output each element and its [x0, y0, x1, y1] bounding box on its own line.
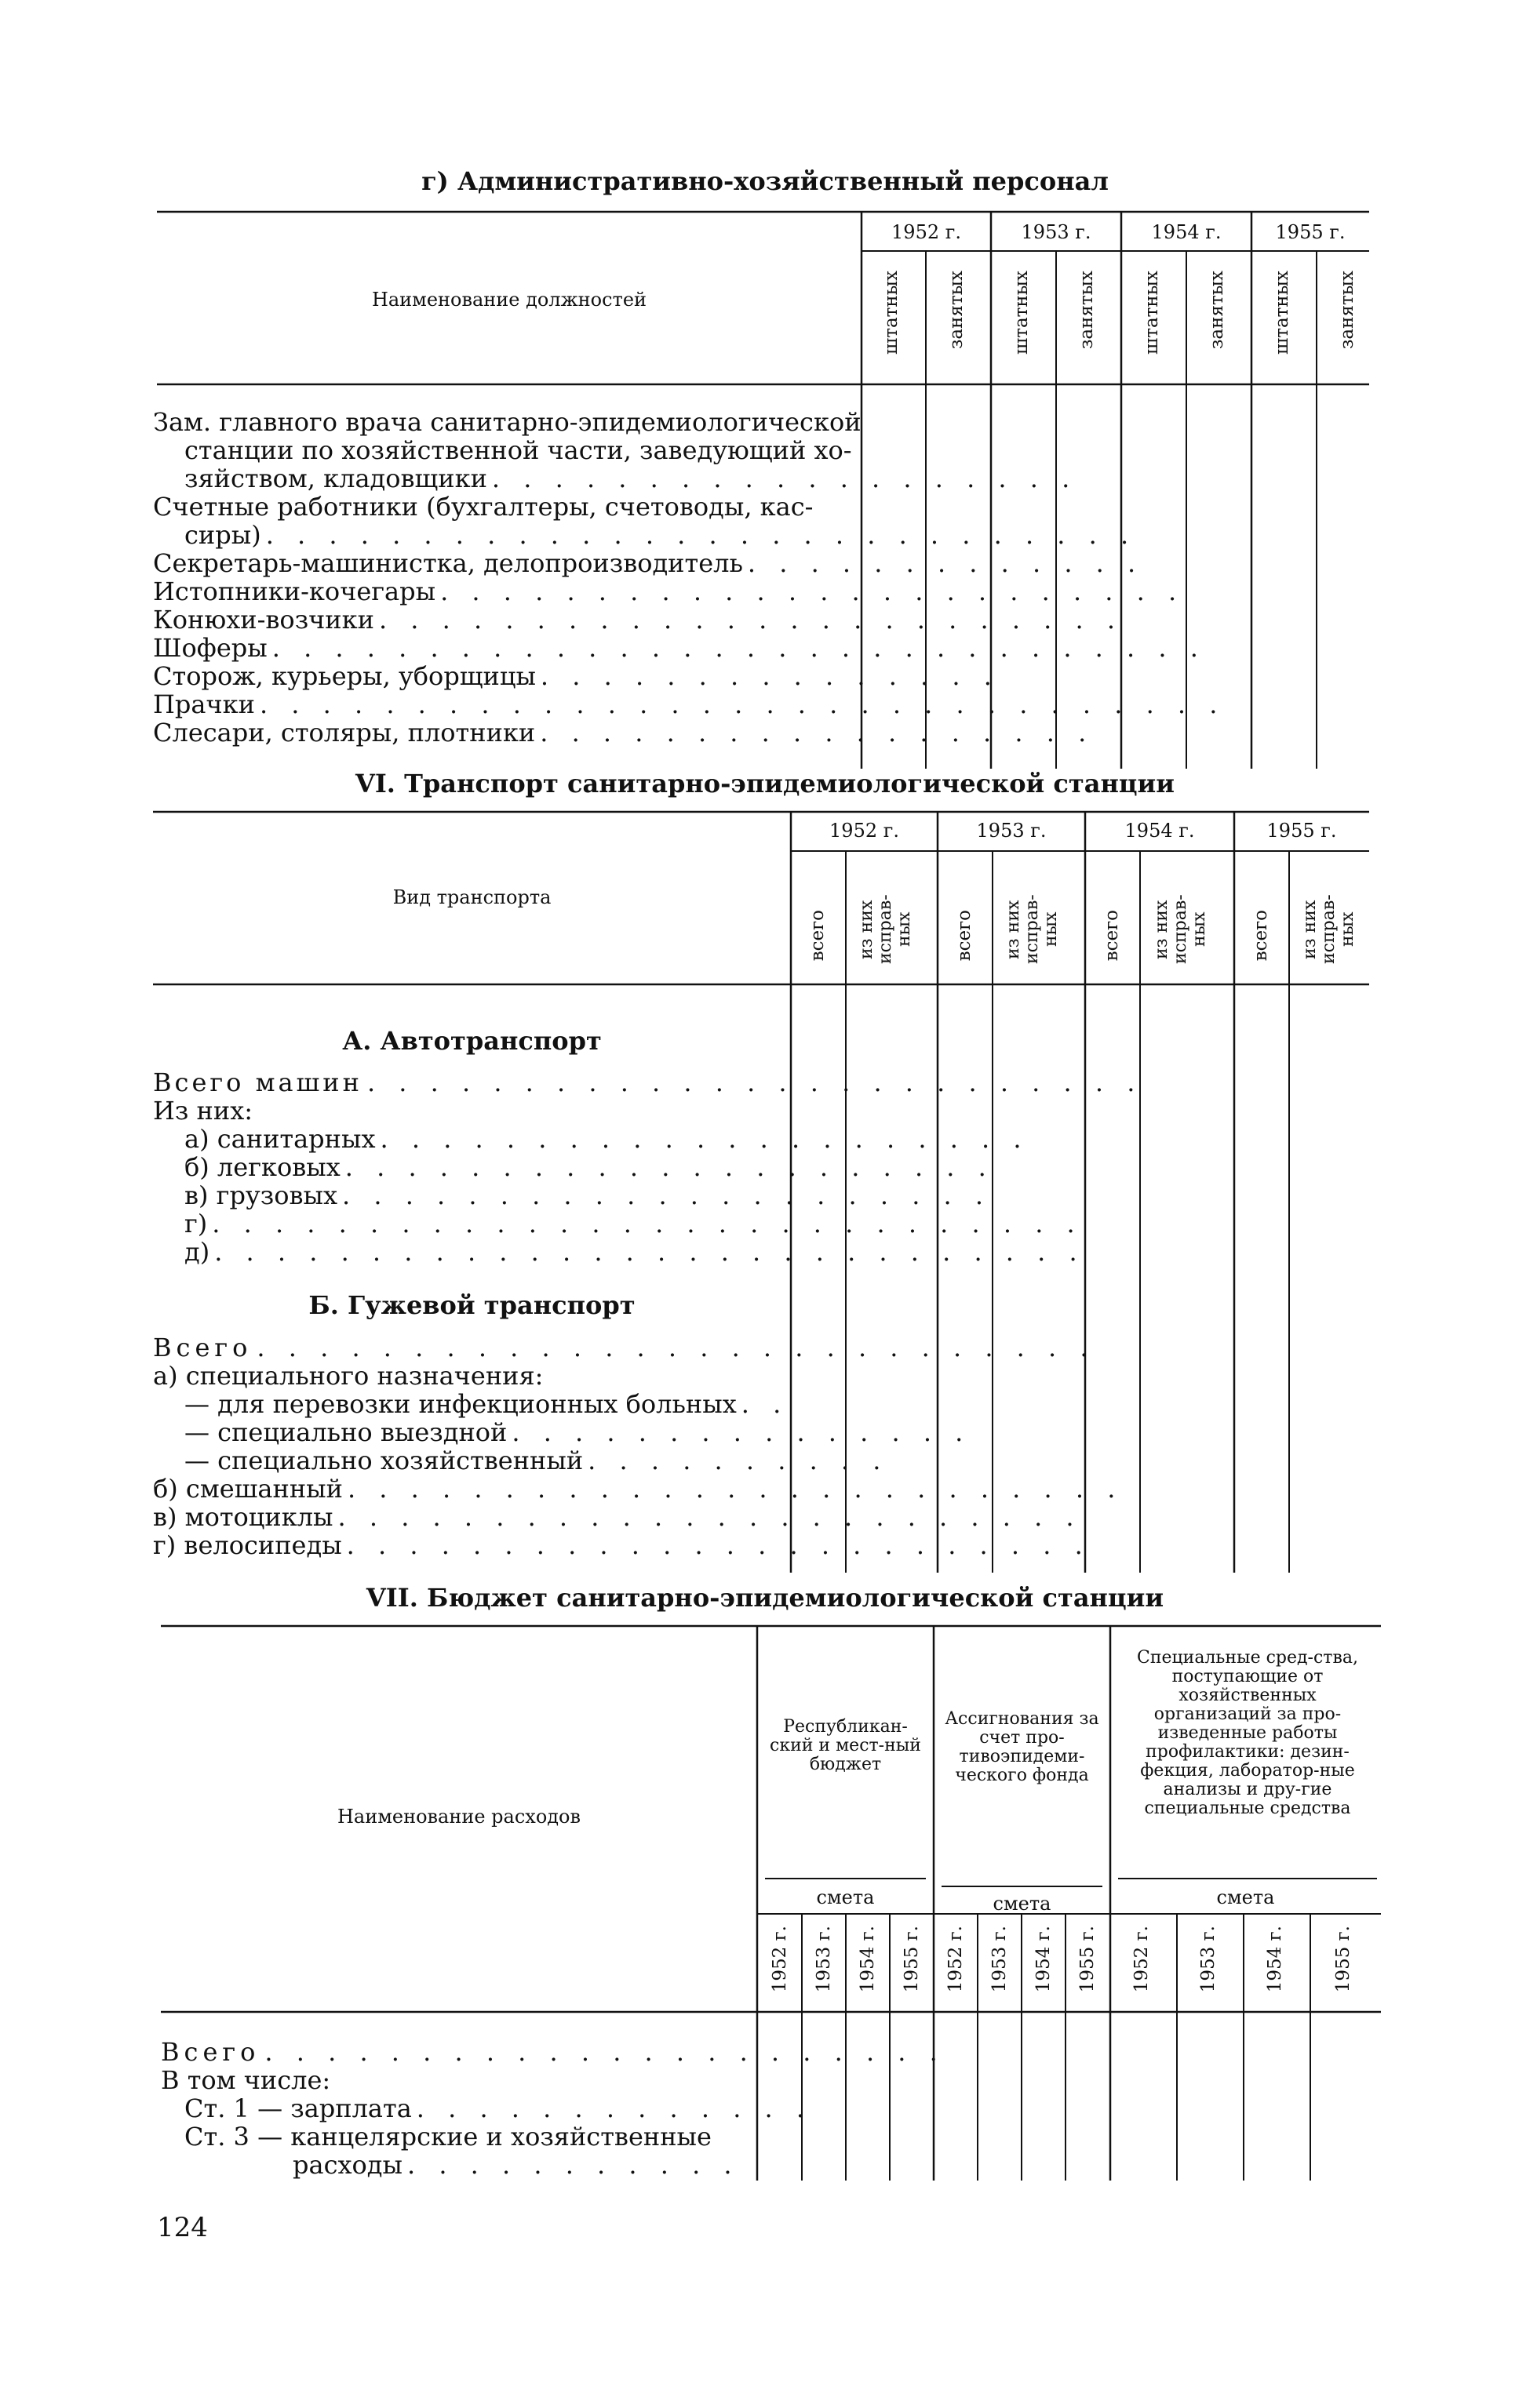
table-row: Прачки . . . . . . . . . . . . . . . . . . . . . . . . . . . . . . .	[153, 689, 1226, 719]
table-row: станции по хозяйственной части, заведующий хо-	[184, 435, 852, 465]
section-g-sub-header: занятых	[946, 271, 967, 350]
section-vi-year-1955: 1955 г.	[1266, 820, 1337, 842]
section-g-sub-header: штатных	[1142, 271, 1162, 355]
group-b-heading: Б. Гужевой транспорт	[308, 1290, 636, 1320]
table-row: Из них:	[153, 1096, 253, 1126]
table-row: Сторож, курьеры, уборщицы . . . . . . . . . . . . . . .	[153, 661, 1000, 691]
smeta-label: смета	[816, 1886, 875, 1908]
table-row: Конюхи-возчики . . . . . . . . . . . . . . . . . . . . . . . .	[153, 605, 1124, 635]
table-row: б) смешанный . . . . . . . . . . . . . . . . . . . . . . . . .	[153, 1474, 1124, 1504]
table-row: г) . . . . . . . . . . . . . . . . . . . . . . . . . . . .	[184, 1209, 1083, 1239]
section-g-sub-header: занятых	[1076, 271, 1097, 350]
section-g-sub-header: штатных	[881, 271, 902, 355]
section-vi-sub-header: всего	[1102, 910, 1122, 962]
table-row: — специально хозяйственный . . . . . . . . . .	[184, 1446, 889, 1475]
table-row: а) специального назначения:	[153, 1361, 544, 1391]
table-row: — специально выездной . . . . . . . . . . . . . . .	[184, 1417, 971, 1447]
group-a-heading: А. Автотранспорт	[342, 1026, 602, 1056]
table-row: в) грузовых . . . . . . . . . . . . . . . . . . . . .	[184, 1180, 992, 1210]
section-vi-year-1954: 1954 г.	[1124, 820, 1195, 842]
table-row: В том числе:	[161, 2065, 331, 2095]
table-row: Слесари, столяры, плотники . . . . . . . . . . . . . . . . . .	[153, 718, 1095, 747]
year-column-header: 1953 г.	[1198, 1926, 1219, 1993]
smeta-label: смета	[993, 1893, 1051, 1915]
table-row: сиры) . . . . . . . . . . . . . . . . . . . . . . . . . . . .	[184, 520, 1137, 550]
year-column-header: 1955 г.	[1077, 1926, 1098, 1993]
table-row: Ст. 3 — канцелярские и хозяйственные	[184, 2122, 712, 2152]
smeta-label: смета	[1216, 1886, 1275, 1908]
group-header-special-funds: Специальные сред-ства, поступающие от хозяйственных организаций за про-изведенные работы профилактики: дезин-фекция, лаборатор-ные анализы и дру-гие специальные средства	[1137, 1648, 1358, 1818]
table-row: Всего . . . . . . . . . . . . . . . . . . . . . . . . . . .	[153, 1333, 1096, 1362]
year-column-header: 1953 г.	[989, 1926, 1010, 1993]
section-vi-column-header: Вид транспорта	[392, 886, 552, 908]
section-vi-title: VI. Транспорт санитарно-эпидемиологической станции	[355, 769, 1175, 798]
table-row: д) . . . . . . . . . . . . . . . . . . . . . . . . . . . .	[184, 1237, 1085, 1267]
section-vii-column-header: Наименование расходов	[337, 1806, 581, 1828]
section-vii-title: VII. Бюджет санитарно-эпидемиологической станции	[366, 1583, 1164, 1613]
year-column-header: 1955 г.	[1333, 1926, 1353, 1993]
section-vi-sub-header: всего	[807, 910, 828, 962]
section-g-sub-header: занятых	[1207, 271, 1227, 350]
table-row: зяйством, кладовщики . . . . . . . . . . . . . . . . . . .	[184, 464, 1078, 493]
table-row: Шоферы . . . . . . . . . . . . . . . . . . . . . . . . . . . . . .	[153, 633, 1206, 663]
year-column-header: 1952 г.	[1131, 1926, 1152, 1993]
section-g-sub-header: занятых	[1337, 271, 1357, 350]
section-vi-sub-header: всего	[1251, 910, 1271, 962]
table-row: а) санитарных . . . . . . . . . . . . . . . . . . . . .	[184, 1124, 1029, 1154]
table-row: в) мотоциклы . . . . . . . . . . . . . . . . . . . . . . . .	[153, 1502, 1082, 1532]
year-column-header: 1953 г.	[814, 1926, 834, 1993]
section-vi-sub-header: из них исправ-ных	[1004, 894, 1061, 965]
section-vi-year-1952: 1952 г.	[829, 820, 899, 842]
year-column-header: 1952 г.	[770, 1926, 790, 1993]
section-g-title: г) Административно-хозяйственный персонал	[421, 166, 1109, 196]
year-column-header: 1955 г.	[902, 1926, 922, 1993]
table-row: Истопники-кочегары . . . . . . . . . . . . . . . . . . . . . . . .	[153, 577, 1185, 606]
year-column-header: 1954 г.	[858, 1926, 878, 1993]
section-g-year-1954: 1954 г.	[1151, 221, 1222, 243]
table-row: б) легковых . . . . . . . . . . . . . . . . . . . . .	[184, 1152, 994, 1182]
year-column-header: 1952 г.	[945, 1926, 966, 1993]
table-row: г) велосипеды . . . . . . . . . . . . . . . . . . . . . . . .	[153, 1530, 1091, 1560]
table-row: расходы . . . . . . . . . . .	[293, 2150, 740, 2180]
section-vi-sub-header: всего	[954, 910, 974, 962]
group-header-republican-budget: Республикан-ский и мест-ный бюджет	[770, 1717, 921, 1774]
table-row: Зам. главного врача санитарно-эпидемиологической	[153, 407, 862, 437]
table-row: — для перевозки инфекционных больных . .	[184, 1389, 789, 1419]
section-vi-sub-header: из них исправ-ных	[1300, 894, 1357, 965]
section-g-sub-header: штатных	[1011, 271, 1032, 355]
section-g-year-1953: 1953 г.	[1021, 221, 1091, 243]
section-vi-year-1953: 1953 г.	[976, 820, 1047, 842]
table-row: Ст. 1 — зарплата . . . . . . . . . . . . .	[184, 2093, 813, 2123]
page-number: 124	[157, 2212, 208, 2243]
table-row: Секретарь-машинистка, делопроизводитель . . . . . . . . . . . . .	[153, 548, 1144, 578]
year-column-header: 1954 г.	[1265, 1926, 1285, 1993]
table-row: Всего . . . . . . . . . . . . . . . . . . . . . .	[161, 2037, 945, 2067]
table-row: Счетные работники (бухгалтеры, счетоводы, кас-	[153, 492, 814, 522]
section-g-column-header: Наименование должностей	[371, 289, 647, 311]
table-row: Всего машин . . . . . . . . . . . . . . . . . . . . . . . . .	[153, 1068, 1143, 1097]
section-vi-sub-header: из них исправ-ных	[857, 894, 914, 965]
section-vi-sub-header: из них исправ-ных	[1152, 894, 1209, 965]
year-column-header: 1954 г.	[1033, 1926, 1054, 1993]
section-g-year-1955: 1955 г.	[1275, 221, 1346, 243]
section-g-year-1952: 1952 г.	[891, 221, 961, 243]
section-g-sub-header: штатных	[1272, 271, 1292, 355]
group-header-antiepidemic-fund: Ассигнования за счет про-тивоэпидеми-ческого фонда	[945, 1709, 1099, 1785]
